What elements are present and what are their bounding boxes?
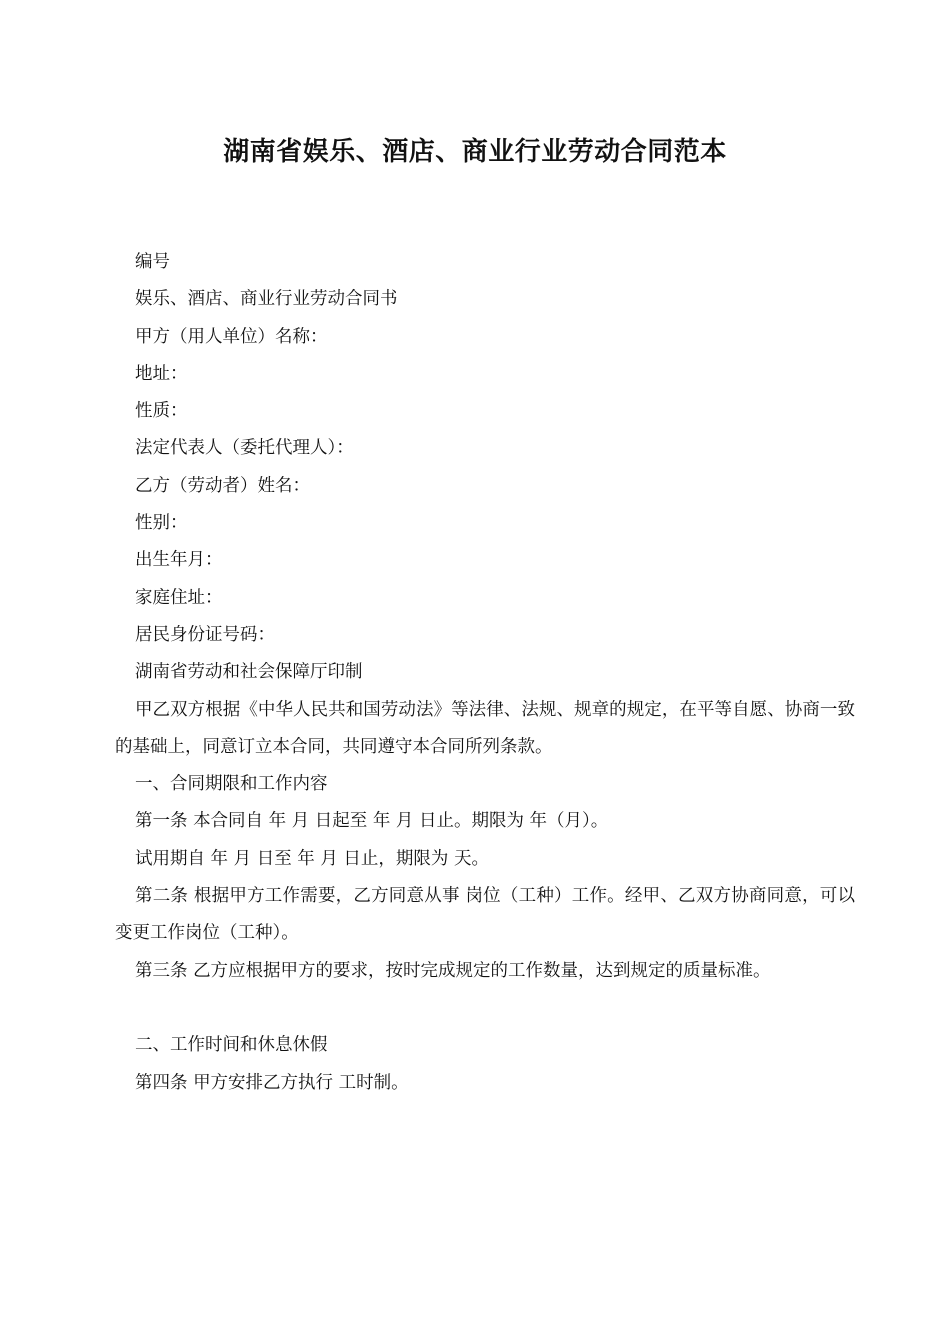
- field-legal-representative: 法定代表人（委托代理人）：: [135, 438, 354, 459]
- field-birth-date: 出生年月：: [135, 550, 223, 571]
- document-title: 湖南省娱乐、酒店、商业行业劳动合同范本: [223, 137, 727, 167]
- document-body: [115, 244, 855, 1102]
- field-home-address: 家庭住址：: [135, 587, 223, 608]
- field-id-number: 居民身份证号码：: [135, 624, 275, 645]
- blank-gap: [115, 990, 855, 1027]
- article-4: 第四条 甲方安排乙方执行 工时制。: [135, 1072, 409, 1093]
- field-number: 编号: [135, 252, 170, 272]
- paragraph-law-basis: 甲乙双方根据《中华人民共和国劳动法》等法律、法规、规章的规定，在平等自愿、协商一致的基础上，同意订立本合同，共同遵守本合同所列条款。: [115, 699, 855, 757]
- field-address: 地址：: [135, 363, 188, 384]
- field-employer-name: 甲方（用人单位）名称：: [135, 326, 328, 347]
- field-employee-name: 乙方（劳动者）姓名：: [135, 475, 310, 496]
- article-1: 第一条 本合同自 年 月 日起至 年 月 日止。期限为 年（月）。: [135, 811, 609, 832]
- printed-by: 湖南省劳动和社会保障厅印制: [135, 662, 363, 683]
- section-heading-2: 二、工作时间和休息休假: [135, 1035, 328, 1056]
- field-gender: 性别：: [135, 513, 188, 534]
- probation-period: 试用期自 年 月 日至 年 月 日止，期限为 天。: [135, 848, 489, 869]
- section-heading-1: 一、合同期限和工作内容: [135, 774, 328, 795]
- article-3: 第三条 乙方应根据甲方的要求，按时完成规定的工作数量，达到规定的质量标准。: [135, 960, 771, 981]
- article-2: 第二条 根据甲方工作需要，乙方同意从事 岗位（工种）工作。经甲、乙双方协商同意，可以变更工作岗位（工种）。: [115, 886, 855, 944]
- field-nature: 性质：: [135, 401, 188, 422]
- contract-name: 娱乐、酒店、商业行业劳动合同书: [135, 289, 398, 310]
